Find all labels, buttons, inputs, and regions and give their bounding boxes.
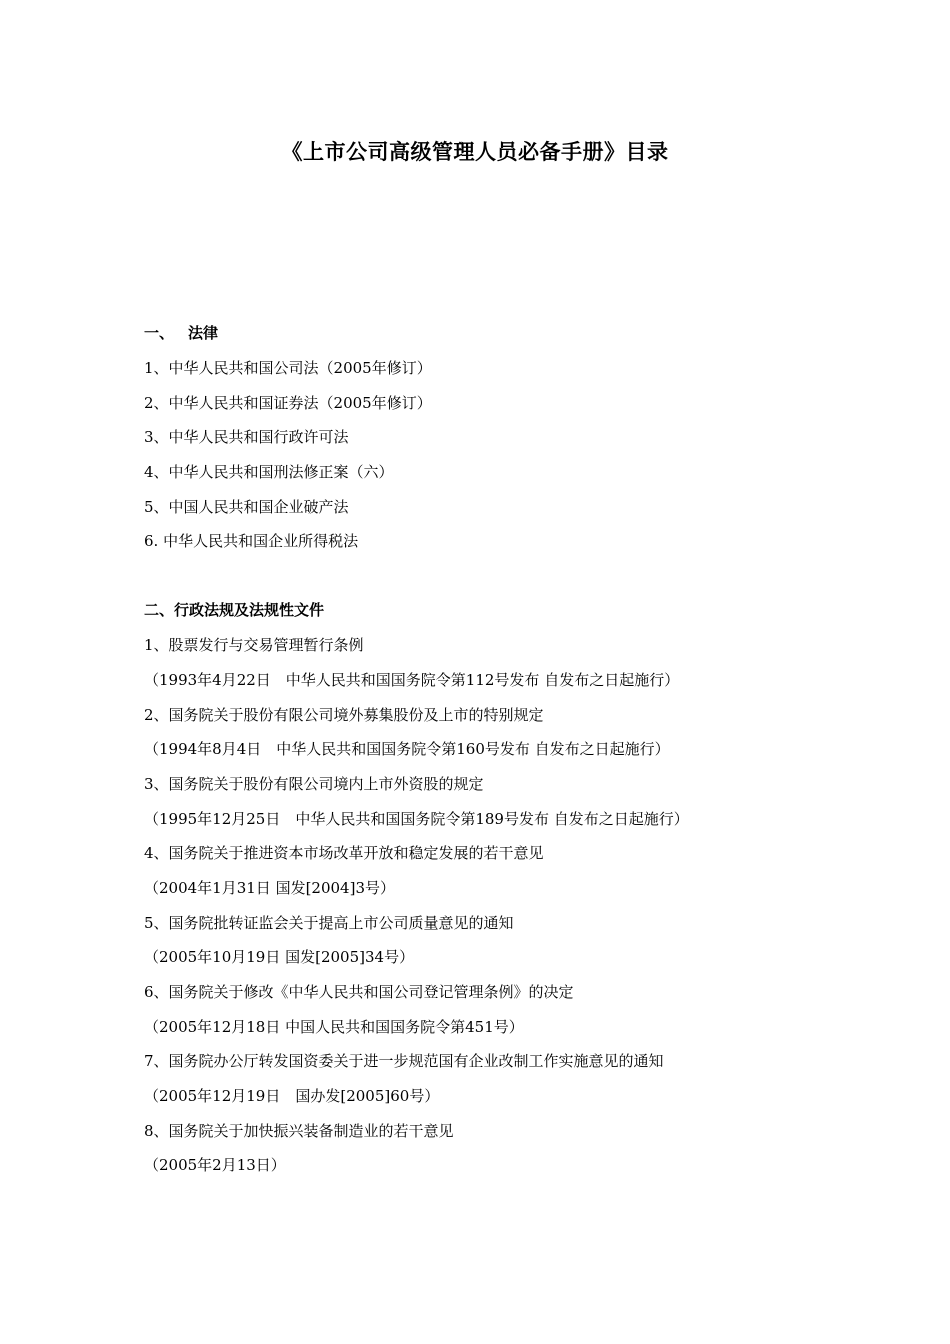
list-item-note: （2005年2月13日） <box>144 1156 286 1175</box>
list-item: 5、中国人民共和国企业破产法 <box>144 497 349 516</box>
list-item-note: （2004年1月31日 国发[2004]3号） <box>144 878 395 897</box>
list-item-title: 2、国务院关于股份有限公司境外募集股份及上市的特别规定 <box>144 705 544 724</box>
list-item-note: （1994年8月4日 中华人民共和国国务院令第160号发布 自发布之日起施行） <box>144 740 670 759</box>
list-item-title: 4、国务院关于推进资本市场改革开放和稳定发展的若干意见 <box>144 844 544 863</box>
list-item: 3、中华人民共和国行政许可法 <box>144 428 349 447</box>
list-item-title: 3、国务院关于股份有限公司境内上市外资股的规定 <box>144 774 484 793</box>
table-of-contents <box>144 320 924 1187</box>
list-item-title: 7、国务院办公厅转发国资委关于进一步规范国有企业改制工作实施意见的通知 <box>144 1052 664 1071</box>
list-item-note: （1995年12月25日 中华人民共和国国务院令第189号发布 自发布之日起施行） <box>144 809 689 828</box>
list-item-title: 5、国务院批转证监会关于提高上市公司质量意见的通知 <box>144 913 514 932</box>
document-title: 《上市公司高级管理人员必备手册》目录 <box>281 140 669 164</box>
list-item-title: 6、国务院关于修改《中华人民共和国公司登记管理条例》的决定 <box>144 983 574 1001</box>
section-spacer <box>144 563 924 597</box>
list-item-title: 1、股票发行与交易管理暂行条例 <box>144 636 364 655</box>
list-item: 6. 中华人民共和国企业所得税法 <box>144 532 359 551</box>
section-title: 法律 <box>188 324 219 342</box>
list-item: 4、中华人民共和国刑法修正案（六） <box>144 463 394 482</box>
list-item-note: （1993年4月22日 中华人民共和国国务院令第112号发布 自发布之日起施行） <box>144 670 680 689</box>
list-item-title: 8、国务院关于加快振兴装备制造业的若干意见 <box>144 1121 454 1140</box>
section-heading-law <box>144 320 924 355</box>
section-heading-regulations: 二、行政法规及法规性文件 <box>144 601 325 620</box>
list-item: 2、中华人民共和国证券法（2005年修订） <box>144 393 432 412</box>
list-item-note: （2005年12月18日 中国人民共和国国务院令第451号） <box>144 1017 524 1036</box>
list-item-note: （2005年12月19日 国办发[2005]60号） <box>144 1087 440 1106</box>
section-number: 一、 <box>144 324 175 342</box>
list-item-note: （2005年10月19日 国发[2005]34号） <box>144 948 415 967</box>
list-item: 1、中华人民共和国公司法（2005年修订） <box>144 359 432 377</box>
